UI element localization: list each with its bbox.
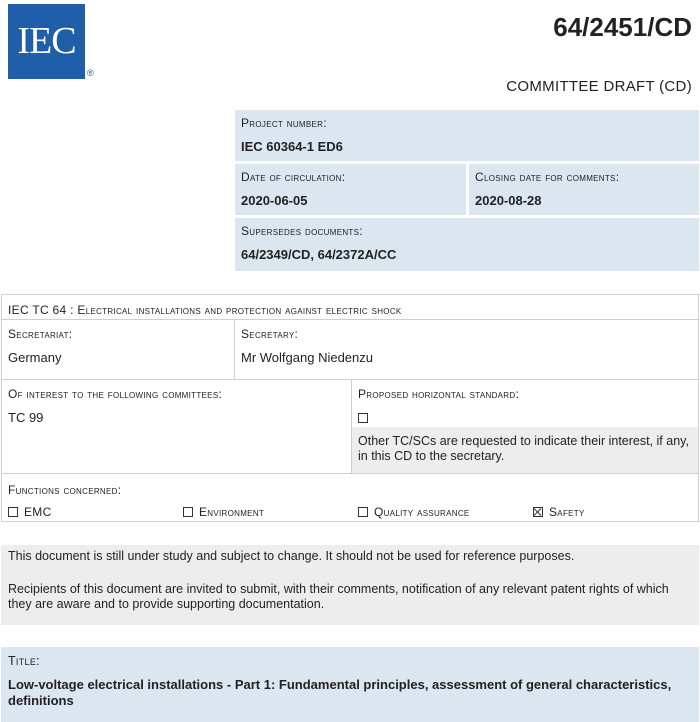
function-emc[interactable]: EMC	[2, 499, 58, 525]
functions-label: Functions concerned:	[8, 483, 122, 497]
horizontal-label: Proposed horizontal standard:	[358, 387, 520, 401]
secretary-label: Secretary:	[241, 327, 299, 341]
secretariat-label: Secretariat:	[8, 327, 73, 341]
tc-title: IEC TC 64 : Electrical installations and protection against electric shock	[8, 303, 402, 317]
registered-mark: ®	[87, 68, 94, 78]
project-number-cell	[235, 110, 699, 161]
patent-notice: Recipients of this document are invited to submit, with their comments, notification of any relevant patent rights of which they are aware and to provide supporting documentation.	[8, 582, 669, 611]
study-notice: This document is still under study and subject to change. It should not be used for reference purposes.	[8, 549, 575, 563]
circulation-date: 2020-06-05	[241, 193, 308, 208]
function-safety[interactable]: Safety	[527, 499, 591, 525]
horizontal-standard-checkbox[interactable]	[358, 413, 368, 423]
document-type: COMMITTEE DRAFT (CD)	[506, 78, 692, 95]
function-environment[interactable]: Environment	[177, 499, 270, 525]
committee-table	[1, 294, 699, 522]
closing-date-cell	[469, 164, 699, 215]
quality-assurance-checkbox[interactable]	[358, 507, 368, 517]
secretary-value: Mr Wolfgang Niedenzu	[241, 350, 373, 365]
interest-value: TC 99	[8, 410, 44, 425]
iec-logo: IEC	[8, 4, 85, 79]
closing-date: 2020-08-28	[475, 193, 542, 208]
supersedes-label: Supersedes documents:	[241, 224, 363, 238]
function-quality-assurance[interactable]: Quality assurance	[352, 499, 476, 525]
closing-date-label: Closing date for comments:	[475, 170, 620, 184]
interest-label: Of interest to the following committees:	[8, 387, 223, 401]
safety-checkbox[interactable]	[533, 507, 543, 517]
secretariat-value: Germany	[8, 350, 62, 365]
supersedes-cell	[235, 218, 699, 271]
project-number-label: Project number:	[241, 116, 327, 130]
circulation-date-label: Date of circulation:	[241, 170, 346, 184]
environment-checkbox[interactable]	[183, 507, 193, 517]
project-number: IEC 60364-1 ED6	[241, 139, 343, 154]
document-title: Low-voltage electrical installations - Part 1: Fundamental principles, assessment of general characteristics, definitions	[8, 677, 672, 708]
horizontal-note: Other TC/SCs are requested to indicate their interest, if any, in this CD to the secretary.	[358, 434, 689, 463]
circulation-date-cell	[235, 164, 466, 215]
document-number: 64/2451/CD	[553, 12, 692, 42]
title-label: Title:	[8, 654, 40, 668]
supersedes-documents: 64/2349/CD, 64/2372A/CC	[241, 247, 397, 262]
emc-checkbox[interactable]	[8, 507, 18, 517]
